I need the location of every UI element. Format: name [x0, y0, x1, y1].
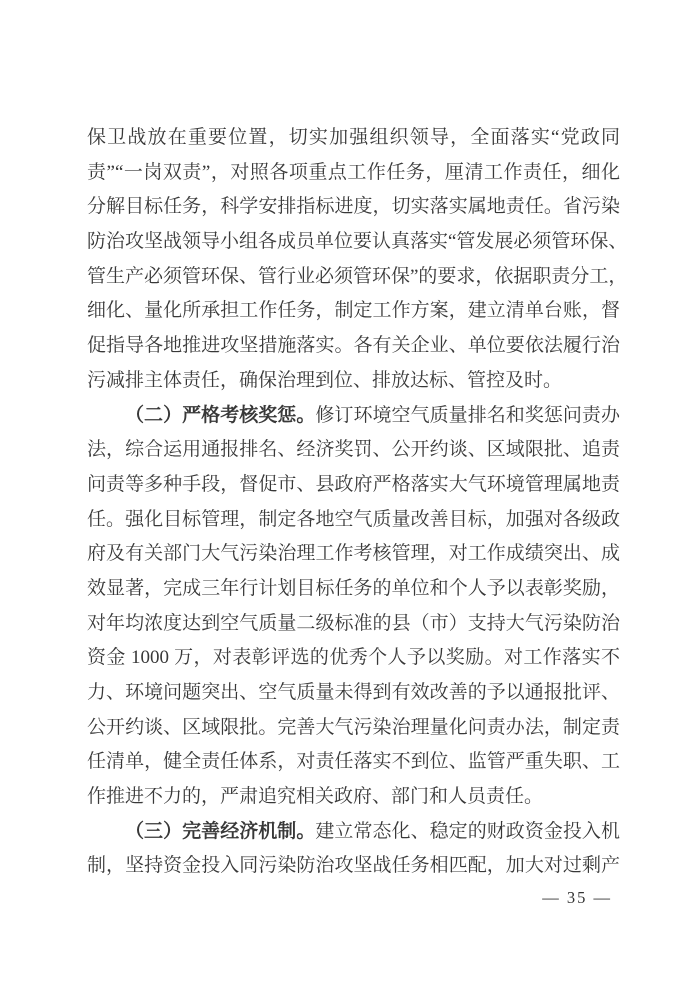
body-line: 防治攻坚战领导小组各成员单位要认真落实“管发展必须管环保、 [87, 231, 628, 253]
text-run: 建立常态化、稳定的财政资金投入机 [315, 820, 620, 842]
body-line: 效显著，完成三年行计划目标任务的单位和个人予以表彰奖励， [87, 577, 620, 599]
body-line: 管生产必须管环保、管行业必须管环保”的要求，依据职责分工， [87, 265, 628, 287]
body-line [87, 815, 620, 850]
body-line: 公开约谈、区域限批。完善大气污染治理量化问责办法，制定责 [87, 716, 620, 738]
paragraph-3 [87, 815, 620, 884]
body-line: 细化、量化所承担工作任务，制定工作方案，建立清单台账，督 [87, 300, 620, 322]
body-line: 法，综合运用通报排名、经济奖罚、公开约谈、区域限批、追责 [87, 439, 620, 461]
section-heading-2: （二）严格考核奖惩。 [125, 404, 316, 426]
body-line: 府及有关部门大气污染治理工作考核管理，对工作成绩突出、成 [87, 543, 620, 565]
paragraph-1 [87, 121, 628, 399]
section-heading-3: （三）完善经济机制。 [125, 820, 316, 842]
body-line [87, 399, 620, 434]
paragraph-2 [87, 399, 620, 815]
body-line: 任。强化目标管理，制定各地空气质量改善目标，加强对各级政 [87, 508, 620, 530]
text-run: 修订环境空气质量排名和奖惩问责办 [315, 404, 620, 426]
body-line: 对年均浓度达到空气质量二级标准的县（市）支持大气污染防治 [87, 612, 620, 634]
page-number: — 35 — [542, 888, 612, 907]
body-line: 分解目标任务，科学安排指标进度，切实落实属地责任。省污染 [87, 196, 620, 218]
body-line: 保卫战放在重要位置，切实加强组织领导，全面落实“党政同 [87, 127, 620, 148]
body-line: 制，坚持资金投入同污染防治攻坚战任务相匹配，加大对过剩产 [87, 855, 620, 877]
body-line: 资金 1000 万，对表彰评选的优秀个人予以奖励。对工作落实不 [87, 647, 620, 669]
body-line: 作推进不力的，严肃追究相关政府、部门和人员责任。 [87, 786, 544, 808]
text-block [87, 121, 628, 884]
body-line: 促指导各地推进攻坚措施落实。各有关企业、单位要依法履行治 [87, 335, 620, 357]
body-line: 责”“一岗双责”，对照各项重点工作任务，厘清工作责任，细化 [87, 161, 620, 183]
body-line: 污减排主体责任，确保治理到位、排放达标、管控及时。 [87, 369, 563, 391]
body-line: 力、环境问题突出、空气质量未得到有效改善的予以通报批评、 [87, 682, 620, 703]
body-line: 问责等多种手段，督促市、县政府严格落实大气环境管理属地责 [87, 473, 620, 495]
body-line: 任清单，健全责任体系，对责任落实不到位、监管严重失职、工 [87, 751, 620, 773]
